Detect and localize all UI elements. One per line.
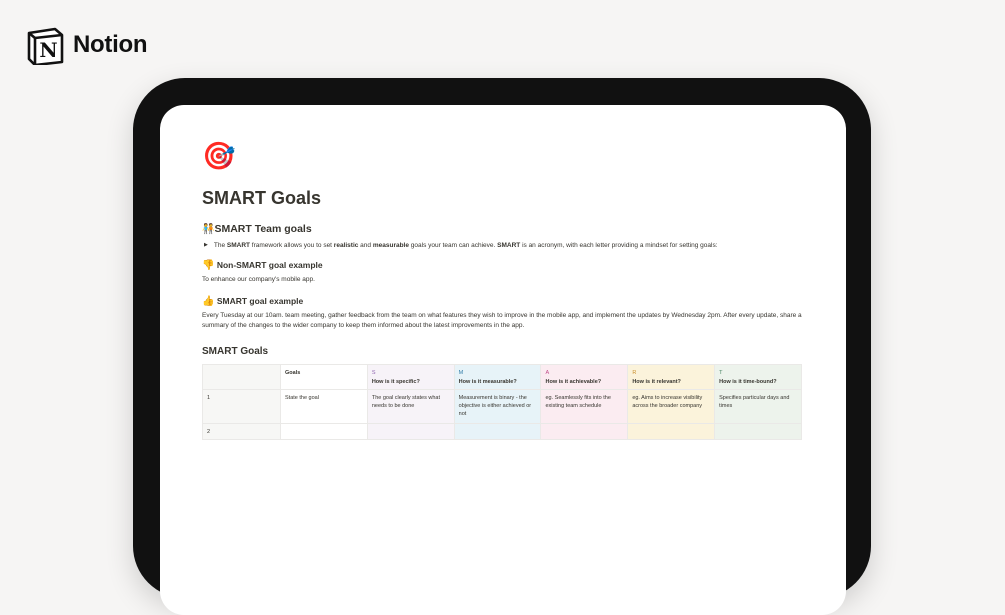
header-cell-specific[interactable]: S How is it specific? — [367, 365, 454, 390]
page-title[interactable]: SMART Goals — [202, 188, 322, 208]
toggle-arrow-icon[interactable]: ▶ — [204, 242, 208, 248]
team-goals-heading-text: SMART Team goals — [214, 223, 312, 235]
notion-page — [202, 141, 802, 440]
header-cell-measurable[interactable]: M How is it measurable? — [454, 365, 541, 390]
relevant-cell[interactable] — [628, 424, 715, 440]
notion-brand — [25, 25, 147, 65]
smart-example-heading[interactable] — [202, 296, 802, 307]
thumbs-up-icon: 👍 — [202, 296, 215, 307]
notion-logo-letter: N — [39, 38, 58, 62]
team-icon: 🧑‍🤝‍🧑 — [202, 224, 215, 235]
measurable-cell[interactable] — [454, 424, 541, 440]
tablet-frame — [133, 78, 871, 598]
achievable-cell[interactable] — [541, 424, 628, 440]
smart-goals-table — [202, 364, 802, 440]
toggle-text: The SMART framework allows you to set realistic and measurable goals your team can achieve. SMART is an acronym, with each letter providing a mindset for setting goals: — [213, 242, 718, 249]
non-smart-example-text[interactable]: To enhance our company's mobile app. — [202, 276, 315, 283]
team-goals-heading[interactable] — [202, 222, 802, 237]
table-header-row — [203, 365, 802, 390]
achievable-cell[interactable]: eg. Seamlessly fits into the existing team schedule — [541, 390, 628, 424]
brand-name: Notion — [73, 31, 148, 58]
header-cell-time-bound[interactable]: T How is it time-bound? — [715, 365, 802, 390]
specific-cell[interactable]: The goal clearly states what needs to be done — [367, 390, 454, 424]
smart-example-heading-text: SMART goal example — [216, 296, 304, 306]
table-row — [203, 390, 802, 424]
header-cell-relevant[interactable]: R How is it relevant? — [628, 365, 715, 390]
goal-cell[interactable] — [281, 424, 368, 440]
relevant-cell[interactable]: eg. Aims to increase visibility across the broader company — [628, 390, 715, 424]
header-cell-index[interactable] — [203, 365, 281, 390]
specific-cell[interactable] — [367, 424, 454, 440]
non-smart-heading[interactable] — [202, 260, 802, 271]
goal-cell[interactable]: State the goal — [281, 390, 368, 424]
header-cell-achievable[interactable]: A How is it achievable? — [541, 365, 628, 390]
non-smart-heading-text: Non-SMART goal example — [216, 260, 323, 270]
target-icon[interactable]: 🎯 — [202, 141, 236, 171]
time-bound-cell[interactable] — [715, 424, 802, 440]
smart-example-text[interactable]: Every Tuesday at our 10am. team meeting, gather feedback from the team on what features they wish to improve in the mobile app, and implement the updates by Wednesday 2pm. After every update, share a summary of the changes to the wider company to keep them informed about the latest improvements in the app. — [202, 312, 802, 329]
time-bound-cell[interactable]: Specifies particular days and times — [715, 390, 802, 424]
notion-logo-icon — [25, 25, 65, 65]
smart-framework-toggle[interactable] — [202, 241, 802, 250]
row-number-cell[interactable]: 2 — [203, 424, 281, 440]
header-cell-goals[interactable]: Goals — [281, 365, 368, 390]
tablet-screen — [160, 105, 846, 615]
thumbs-down-icon: 👎 — [202, 260, 215, 271]
measurable-cell[interactable]: Measurement is binary - the objective is either achieved or not — [454, 390, 541, 424]
smart-goals-table-heading[interactable]: SMART Goals — [202, 346, 269, 357]
row-number-cell[interactable]: 1 — [203, 390, 281, 424]
table-row — [203, 424, 802, 440]
